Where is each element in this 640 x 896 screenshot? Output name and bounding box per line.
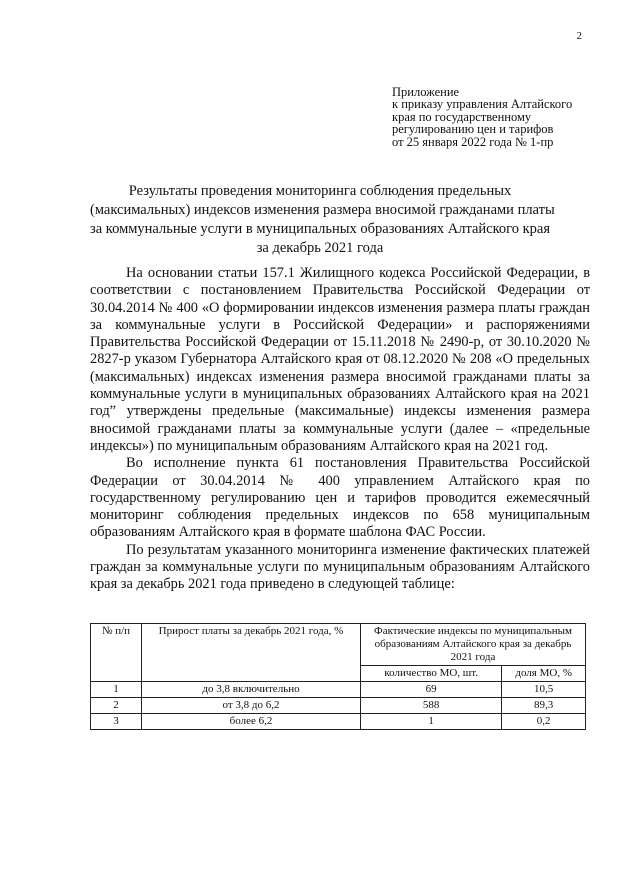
appendix-line: Приложение xyxy=(392,85,460,99)
paragraph-results-intro: По результатам указанного мониторинга изменение фактических платежей граждан за коммунальные услуги по муниципальным образованиям Алтайского края за декабрь 2021 года приведено в следующей таблице: xyxy=(90,541,590,593)
row-num: 1 xyxy=(91,682,142,698)
row-count: 1 xyxy=(361,714,502,730)
row-count: 588 xyxy=(361,698,502,714)
table-row xyxy=(91,698,586,714)
table-row xyxy=(91,714,586,730)
page-number: 2 xyxy=(576,30,582,42)
title-line: за коммунальные услуги в муниципальных образованиях Алтайского края xyxy=(90,221,551,237)
paragraph-monitoring: Во исполнение пункта 61 постановления Правительства Российской Федерации от 30.04.2014 № 400 управлением Алтайского края по государственному регулированию цен и тарифов проводится ежемесячный мониторинг соблюдения предельных индексов по 658 муниципальным образованиям Алтайского края в формате шаблона ФАС России. xyxy=(90,455,590,541)
appendix-line: края по государственному xyxy=(392,109,532,124)
appendix-line: от 25 января 2022 года № 1-пр xyxy=(392,134,554,149)
document-title xyxy=(90,182,555,258)
title-line: (максимальных) индексов изменения размера вносимой гражданами платы xyxy=(90,202,555,218)
title-line: за декабрь 2021 года xyxy=(256,240,384,256)
row-range: от 3,8 до 6,2 xyxy=(142,698,361,714)
paragraph-legal-basis: На основании статьи 157.1 Жилищного кодекса Российской Федерации, в соответствии с постановлением Правительства Российской Федерации от 30.04.2014 № 400 «О формировании индексов изменения размера платы граждан за коммунальные услуги в Российской Федерации» и распоряжениями Правительства Российской Федерации от 15.11.2018 № 2490-р, от 30.10.2020 № 2827-р указом Губернатора Алтайского края от 08.12.2020 № 208 «О предельных (максимальных) индексах изменения размера вносимой гражданами платы за коммунальные услуги в муниципальных образованиях Алтайского края на 2021 год” утверждены предельные (максимальные) индексы изменения размера вносимой гражданами платы за коммунальные услуги (далее – «предельные индексы») по муниципальным образованиям Алтайского края на 2021 год. xyxy=(90,265,590,454)
header-growth: Прирост платы за декабрь 2021 года, % xyxy=(142,624,361,682)
table-header-row xyxy=(91,624,586,666)
row-range: более 6,2 xyxy=(142,714,361,730)
header-fact: Фактические индексы по муниципальным образованиям Алтайского края за декабрь 2021 года xyxy=(361,624,586,666)
header-count: количество МО, шт. xyxy=(361,666,502,682)
title-line: Результаты проведения мониторинга соблюдения предельных xyxy=(128,183,512,199)
results-table xyxy=(90,623,586,730)
table-row xyxy=(91,682,586,698)
row-share: 89,3 xyxy=(502,698,586,714)
header-num: № п/п xyxy=(91,624,142,682)
appendix-header xyxy=(392,86,602,148)
appendix-line: к приказу управления Алтайского xyxy=(392,97,573,112)
row-num: 2 xyxy=(91,698,142,714)
appendix-line: регулированию цен и тарифов xyxy=(392,122,554,137)
row-num: 3 xyxy=(91,714,142,730)
header-share: доля МО, % xyxy=(502,666,586,682)
row-share: 0,2 xyxy=(502,714,586,730)
row-share: 10,5 xyxy=(502,682,586,698)
row-range: до 3,8 включительно xyxy=(142,682,361,698)
row-count: 69 xyxy=(361,682,502,698)
document-body xyxy=(90,265,590,594)
